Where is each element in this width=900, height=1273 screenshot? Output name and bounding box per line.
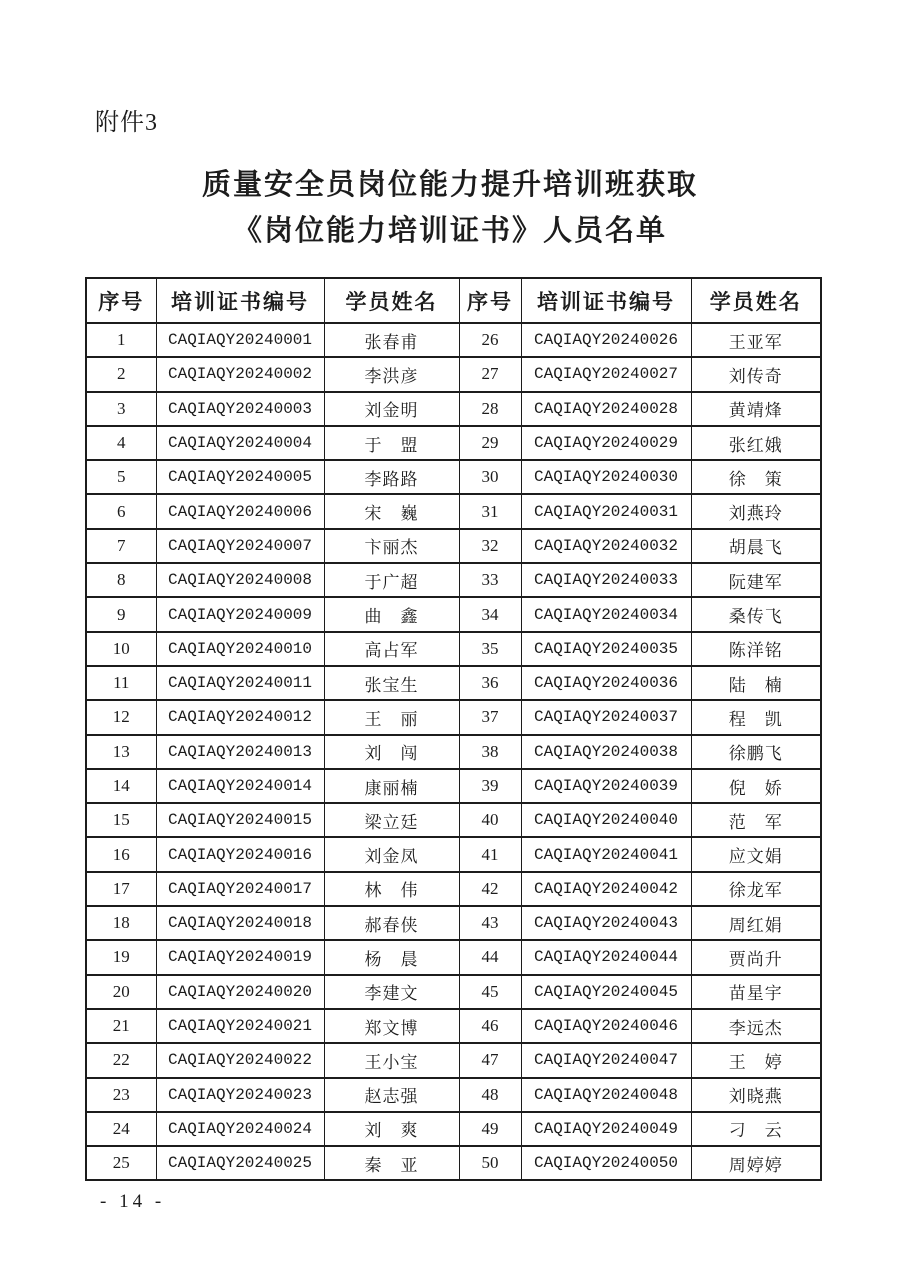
table-cell: 31 [459, 494, 521, 528]
table-cell: 王亚军 [691, 323, 821, 357]
table-cell: 13 [86, 735, 156, 769]
document-title-line2: 《岗位能力培训证书》人员名单 [232, 215, 667, 247]
table-cell: 胡晨飞 [691, 529, 821, 563]
table-cell: CAQIAQY20240017 [156, 872, 324, 906]
table-cell: 王 婷 [691, 1043, 821, 1077]
roster-table [85, 277, 822, 1181]
table-cell: 李洪彦 [324, 357, 459, 391]
table-cell: CAQIAQY20240048 [521, 1078, 691, 1112]
table-cell: CAQIAQY20240023 [156, 1078, 324, 1112]
table-cell: 46 [459, 1009, 521, 1043]
table-cell: 7 [86, 529, 156, 563]
table-cell: 张宝生 [324, 666, 459, 700]
table-cell: CAQIAQY20240035 [521, 632, 691, 666]
table-row [86, 1043, 821, 1077]
table-cell: 程 凯 [691, 700, 821, 734]
table-cell: 徐鹏飞 [691, 735, 821, 769]
column-header-name-left: 学员姓名 [324, 278, 459, 323]
table-cell: CAQIAQY20240018 [156, 906, 324, 940]
table-row [86, 460, 821, 494]
table-cell: CAQIAQY20240033 [521, 563, 691, 597]
table-cell: 阮建军 [691, 563, 821, 597]
table-cell: 28 [459, 392, 521, 426]
table-cell: CAQIAQY20240012 [156, 700, 324, 734]
table-cell: CAQIAQY20240014 [156, 769, 324, 803]
table-cell: CAQIAQY20240040 [521, 803, 691, 837]
table-row [86, 872, 821, 906]
table-cell: 刘金凤 [324, 837, 459, 871]
table-cell: 王 丽 [324, 700, 459, 734]
table-row [86, 357, 821, 391]
table-cell: 27 [459, 357, 521, 391]
table-row [86, 529, 821, 563]
table-cell: 43 [459, 906, 521, 940]
table-cell: CAQIAQY20240047 [521, 1043, 691, 1077]
document-title-line1: 质量安全员岗位能力提升培训班获取 [201, 169, 698, 201]
table-cell: 宋 巍 [324, 494, 459, 528]
table-cell: CAQIAQY20240031 [521, 494, 691, 528]
table-cell: CAQIAQY20240044 [521, 940, 691, 974]
table-cell: 刘 闯 [324, 735, 459, 769]
table-cell: 苗星宇 [691, 975, 821, 1009]
table-cell: CAQIAQY20240009 [156, 597, 324, 631]
table-cell: 23 [86, 1078, 156, 1112]
table-cell: CAQIAQY20240022 [156, 1043, 324, 1077]
column-header-index-right: 序号 [459, 278, 521, 323]
table-cell: 11 [86, 666, 156, 700]
table-cell: 3 [86, 392, 156, 426]
table-cell: 高占军 [324, 632, 459, 666]
table-cell: 倪 娇 [691, 769, 821, 803]
table-cell: 于广超 [324, 563, 459, 597]
column-header-cert-right: 培训证书编号 [521, 278, 691, 323]
table-cell: CAQIAQY20240043 [521, 906, 691, 940]
table-cell: 周婷婷 [691, 1146, 821, 1180]
table-cell: 1 [86, 323, 156, 357]
table-cell: CAQIAQY20240039 [521, 769, 691, 803]
table-cell: 黄靖烽 [691, 392, 821, 426]
table-cell: 刘燕玲 [691, 494, 821, 528]
table-row [86, 940, 821, 974]
table-cell: CAQIAQY20240004 [156, 426, 324, 460]
table-cell: 卞丽杰 [324, 529, 459, 563]
table-cell: CAQIAQY20240050 [521, 1146, 691, 1180]
table-cell: 44 [459, 940, 521, 974]
table-cell: CAQIAQY20240025 [156, 1146, 324, 1180]
table-cell: 39 [459, 769, 521, 803]
table-row [86, 632, 821, 666]
column-header-index-left: 序号 [86, 278, 156, 323]
table-cell: 王小宝 [324, 1043, 459, 1077]
table-cell: CAQIAQY20240027 [521, 357, 691, 391]
table-row [86, 906, 821, 940]
table-cell: 范 军 [691, 803, 821, 837]
table-row [86, 597, 821, 631]
page-number: - 14 - [100, 1191, 166, 1212]
table-cell: 康丽楠 [324, 769, 459, 803]
table-cell: 于 盟 [324, 426, 459, 460]
table-cell: 22 [86, 1043, 156, 1077]
table-cell: 40 [459, 803, 521, 837]
table-row [86, 803, 821, 837]
table-row [86, 769, 821, 803]
table-cell: CAQIAQY20240030 [521, 460, 691, 494]
table-cell: 郑文博 [324, 1009, 459, 1043]
table-cell: 8 [86, 563, 156, 597]
table-row [86, 1112, 821, 1146]
table-row [86, 392, 821, 426]
table-cell: CAQIAQY20240015 [156, 803, 324, 837]
table-cell: CAQIAQY20240021 [156, 1009, 324, 1043]
table-cell: 19 [86, 940, 156, 974]
table-cell: CAQIAQY20240032 [521, 529, 691, 563]
table-cell: 刘 爽 [324, 1112, 459, 1146]
table-cell: CAQIAQY20240041 [521, 837, 691, 871]
table-row [86, 735, 821, 769]
table-cell: 4 [86, 426, 156, 460]
table-row [86, 666, 821, 700]
table-cell: 15 [86, 803, 156, 837]
table-cell: CAQIAQY20240005 [156, 460, 324, 494]
table-cell: 50 [459, 1146, 521, 1180]
table-cell: 32 [459, 529, 521, 563]
table-cell: CAQIAQY20240003 [156, 392, 324, 426]
table-cell: CAQIAQY20240002 [156, 357, 324, 391]
table-cell: 刘金明 [324, 392, 459, 426]
table-cell: CAQIAQY20240016 [156, 837, 324, 871]
table-row [86, 563, 821, 597]
table-cell: 曲 鑫 [324, 597, 459, 631]
table-cell: 桑传飞 [691, 597, 821, 631]
table-cell: CAQIAQY20240013 [156, 735, 324, 769]
table-cell: CAQIAQY20240020 [156, 975, 324, 1009]
table-cell: 45 [459, 975, 521, 1009]
table-cell: CAQIAQY20240049 [521, 1112, 691, 1146]
table-row [86, 1146, 821, 1180]
table-row [86, 837, 821, 871]
table-cell: 刘传奇 [691, 357, 821, 391]
table-cell: 17 [86, 872, 156, 906]
table-cell: CAQIAQY20240010 [156, 632, 324, 666]
table-cell: 9 [86, 597, 156, 631]
table-cell: 刘晓燕 [691, 1078, 821, 1112]
table-cell: 5 [86, 460, 156, 494]
table-cell: 陈洋铭 [691, 632, 821, 666]
table-cell: CAQIAQY20240019 [156, 940, 324, 974]
table-cell: 26 [459, 323, 521, 357]
table-cell: 2 [86, 357, 156, 391]
table-cell: 36 [459, 666, 521, 700]
table-cell: CAQIAQY20240034 [521, 597, 691, 631]
table-cell: CAQIAQY20240028 [521, 392, 691, 426]
table-row [86, 1078, 821, 1112]
table-cell: 张红娥 [691, 426, 821, 460]
table-cell: 21 [86, 1009, 156, 1043]
table-cell: 37 [459, 700, 521, 734]
table-cell: CAQIAQY20240037 [521, 700, 691, 734]
table-row [86, 700, 821, 734]
table-cell: 徐龙军 [691, 872, 821, 906]
table-cell: CAQIAQY20240026 [521, 323, 691, 357]
table-cell: CAQIAQY20240036 [521, 666, 691, 700]
table-cell: 杨 晨 [324, 940, 459, 974]
table-cell: 29 [459, 426, 521, 460]
table-cell: 应文娟 [691, 837, 821, 871]
table-cell: 赵志强 [324, 1078, 459, 1112]
table-cell: CAQIAQY20240006 [156, 494, 324, 528]
table-cell: CAQIAQY20240007 [156, 529, 324, 563]
table-cell: 47 [459, 1043, 521, 1077]
table-cell: 徐 策 [691, 460, 821, 494]
table-cell: 25 [86, 1146, 156, 1180]
table-row [86, 975, 821, 1009]
table-cell: 梁立廷 [324, 803, 459, 837]
table-cell: 李建文 [324, 975, 459, 1009]
roster-table-body [86, 323, 821, 1180]
table-cell: CAQIAQY20240011 [156, 666, 324, 700]
table-cell: CAQIAQY20240029 [521, 426, 691, 460]
table-header-row [86, 278, 821, 323]
table-cell: 李路路 [324, 460, 459, 494]
table-row [86, 494, 821, 528]
table-cell: 33 [459, 563, 521, 597]
table-cell: CAQIAQY20240045 [521, 975, 691, 1009]
column-header-name-right: 学员姓名 [691, 278, 821, 323]
table-cell: CAQIAQY20240046 [521, 1009, 691, 1043]
table-row [86, 323, 821, 357]
table-cell: CAQIAQY20240001 [156, 323, 324, 357]
table-cell: 林 伟 [324, 872, 459, 906]
attachment-label: 附件3 [95, 110, 158, 136]
table-cell: 38 [459, 735, 521, 769]
table-cell: 陆 楠 [691, 666, 821, 700]
table-cell: CAQIAQY20240024 [156, 1112, 324, 1146]
table-cell: 刁 云 [691, 1112, 821, 1146]
table-cell: 41 [459, 837, 521, 871]
table-row [86, 426, 821, 460]
table-row [86, 1009, 821, 1043]
table-cell: 郝春侠 [324, 906, 459, 940]
table-cell: CAQIAQY20240042 [521, 872, 691, 906]
table-cell: 16 [86, 837, 156, 871]
table-cell: 34 [459, 597, 521, 631]
table-cell: 周红娟 [691, 906, 821, 940]
table-cell: 42 [459, 872, 521, 906]
table-cell: 18 [86, 906, 156, 940]
table-cell: 20 [86, 975, 156, 1009]
table-cell: 李远杰 [691, 1009, 821, 1043]
table-cell: 贾尚升 [691, 940, 821, 974]
table-cell: 49 [459, 1112, 521, 1146]
column-header-cert-left: 培训证书编号 [156, 278, 324, 323]
table-cell: CAQIAQY20240038 [521, 735, 691, 769]
table-cell: 12 [86, 700, 156, 734]
table-cell: 24 [86, 1112, 156, 1146]
table-cell: 秦 亚 [324, 1146, 459, 1180]
table-cell: 张春甫 [324, 323, 459, 357]
table-cell: 30 [459, 460, 521, 494]
table-cell: 14 [86, 769, 156, 803]
table-cell: 48 [459, 1078, 521, 1112]
table-cell: 35 [459, 632, 521, 666]
table-cell: 10 [86, 632, 156, 666]
table-cell: CAQIAQY20240008 [156, 563, 324, 597]
table-cell: 6 [86, 494, 156, 528]
